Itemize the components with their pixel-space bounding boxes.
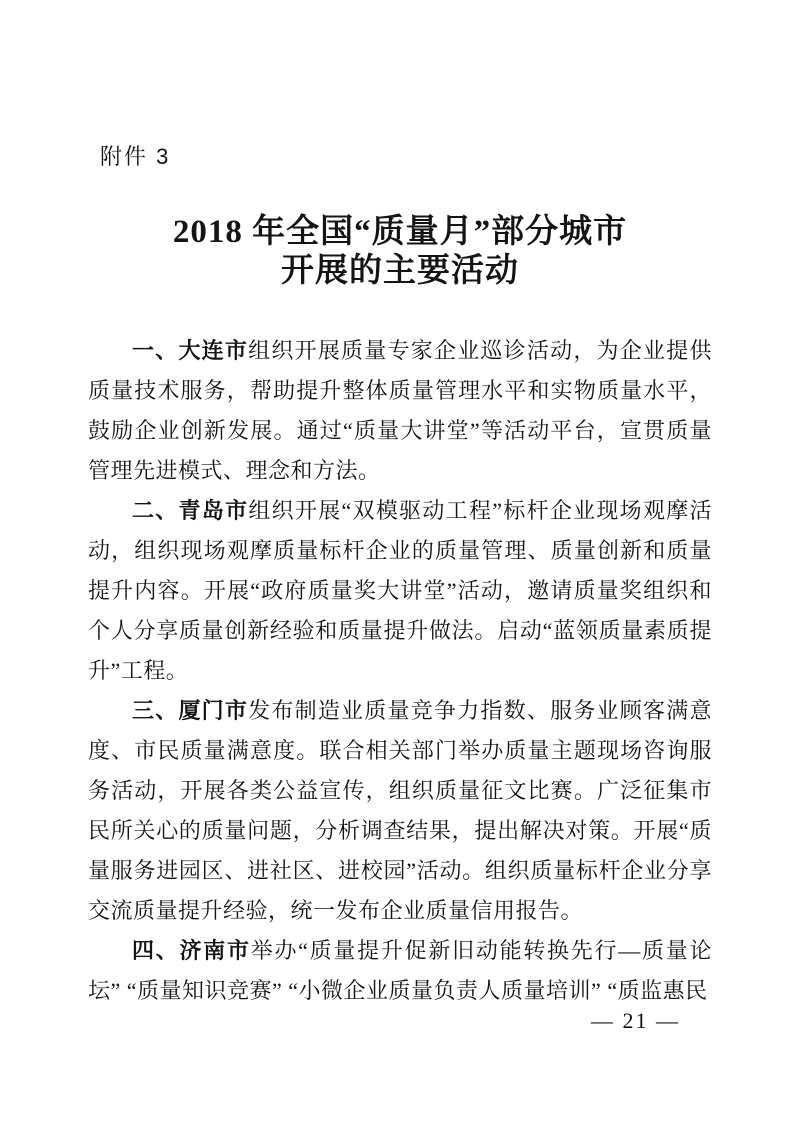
document-body — [88, 331, 712, 1011]
title-line-1: 2018 年全国“质量月”部分城市 — [172, 214, 628, 250]
document-title — [0, 213, 800, 291]
city-lead-xiamen: 三、厦门市 — [132, 698, 249, 723]
city-lead-jinan: 四、济南市 — [132, 938, 251, 963]
paragraph-text-qingdao: 组织开展“双模驱动工程”标杆企业现场观摩活动，组织现场观摩质量标杆企业的质量管理、质量创新和质量提升内容。开展“政府质量奖大讲堂”活动，邀请质量奖组织和个人分享质量创新经验和质量提升做法。启动“蓝领质量素质提升”工程。 — [88, 498, 712, 683]
paragraph-text-dalian: 组织开展质量专家企业巡诊活动，为企业提供质量技术服务，帮助提升整体质量管理水平和实物质量水平，鼓励企业创新发展。通过“质量大讲堂”等活动平台，宣贯质量管理先进模式、理念和方法。 — [88, 338, 712, 483]
attachment-label: 附件 3 — [100, 144, 171, 169]
paragraph-qingdao — [88, 491, 712, 691]
paragraph-xiamen — [88, 691, 712, 931]
paragraph-text-jinan: 举办“质量提升促新旧动能转换先行—质量论坛” “质量知识竞赛” “小微企业质量负责人质量培训” “质监惠民 — [88, 938, 712, 1003]
paragraph-text-xiamen: 发布制造业质量竞争力指数、服务业顾客满意度、市民质量满意度。联合相关部门举办质量主题现场咨询服务活动，开展各类公益宣传，组织质量征文比赛。广泛征集市民所关心的质量问题，分析调查结果，提出解决对策。开展“质量服务进园区、进社区、进校园”活动。组织质量标杆企业分享交流质量提升经验，统一发布企业质量信用报告。 — [88, 698, 712, 923]
page-number: — 21 — — [591, 1008, 680, 1033]
paragraph-dalian — [88, 331, 712, 491]
city-lead-dalian: 一、大连市 — [132, 338, 249, 363]
city-lead-qingdao: 二、青岛市 — [132, 498, 249, 523]
paragraph-jinan — [88, 931, 712, 1011]
title-line-2: 开展的主要活动 — [281, 253, 519, 289]
